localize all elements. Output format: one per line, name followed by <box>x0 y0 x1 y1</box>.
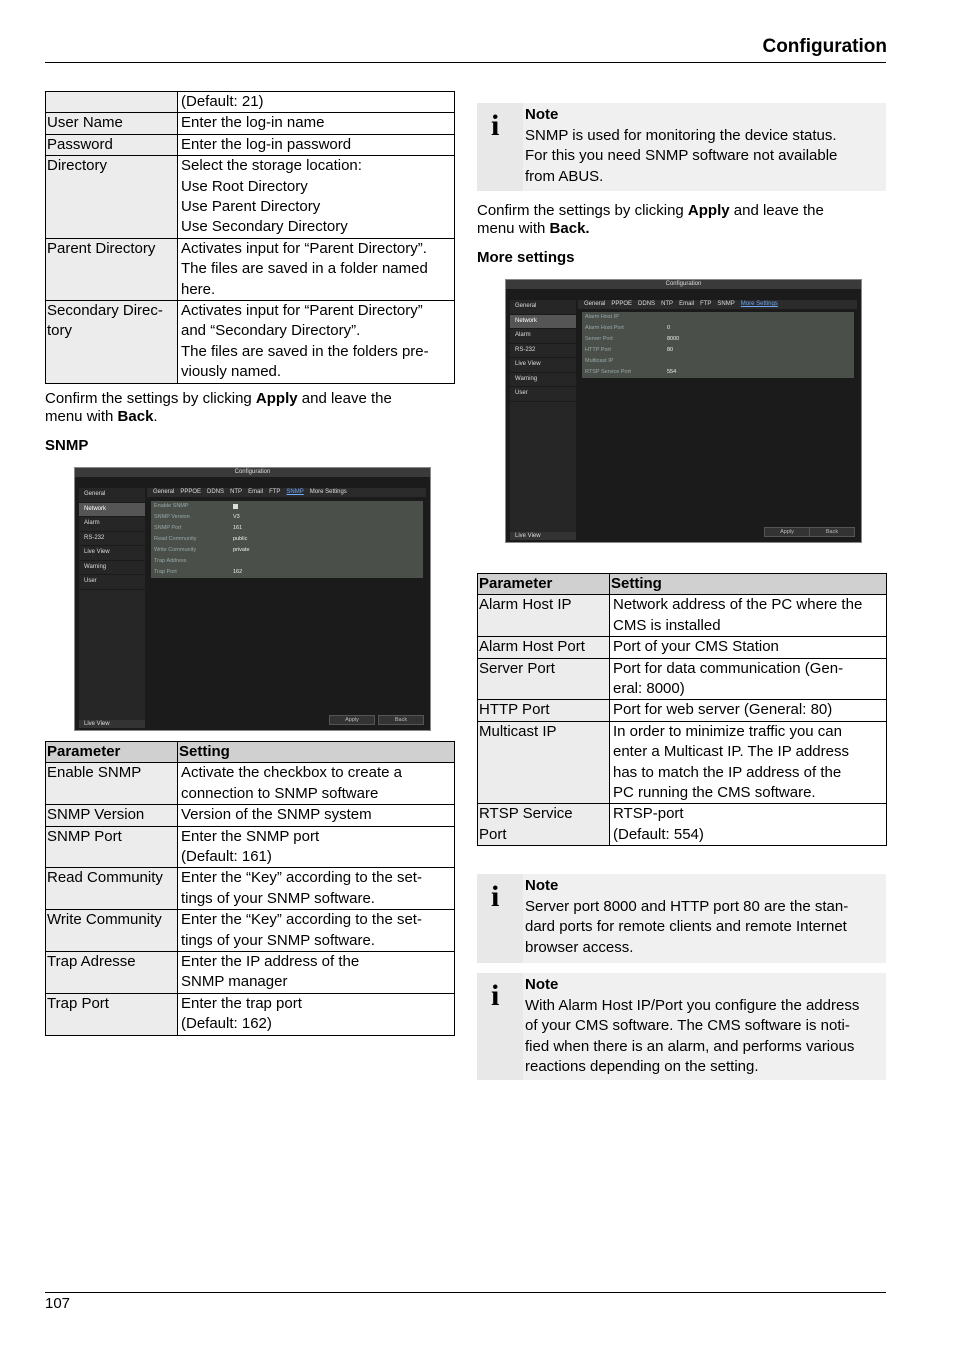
screen-row-label: Enable SNMP <box>154 503 189 509</box>
column-header: Setting <box>610 574 887 595</box>
setting-cell <box>178 993 455 1035</box>
page-header-title: Configuration <box>762 36 887 57</box>
cell-line: Write Community <box>47 911 162 929</box>
screen-row-value: 80 <box>667 347 674 353</box>
table-row <box>46 156 455 239</box>
parameter-cell <box>46 805 178 826</box>
table-row <box>46 952 455 994</box>
cell-line: Activate the checkbox to create a <box>181 764 402 782</box>
setting-cell <box>178 92 455 113</box>
cell-line: here. <box>181 280 216 298</box>
screen-menu-item: Warning <box>510 373 576 388</box>
screen-row-value: 162 <box>233 569 243 575</box>
note-line: browser access. <box>525 938 634 956</box>
cell-line: eral: 8000) <box>613 680 685 698</box>
screen-row <box>151 567 423 578</box>
snmp-heading: SNMP <box>45 437 89 454</box>
screen-row <box>582 323 854 334</box>
ftp-settings-table <box>45 91 455 384</box>
cell-line: and “Secondary Directory”. <box>181 322 361 340</box>
cell-line: Port <box>479 825 507 843</box>
screen-side-menu <box>79 488 145 722</box>
cell-line: (Default: 162) <box>181 1015 272 1033</box>
column-header: Setting <box>178 742 455 763</box>
screen-tab: General <box>584 301 606 307</box>
cell-line <box>47 92 177 112</box>
parameter-cell <box>46 113 178 134</box>
cell-line: Enter the trap port <box>181 994 302 1012</box>
cell-line: has to match the IP address of the <box>613 763 842 781</box>
note-box-alarm-host <box>477 973 886 1080</box>
setting-cell <box>178 763 455 805</box>
cell-line: SNMP manager <box>181 973 288 991</box>
table-row <box>478 721 887 804</box>
cell-line: Use Root Directory <box>181 177 308 195</box>
screen-row-value: V3 <box>233 514 240 520</box>
screen-row <box>151 512 423 523</box>
table-row <box>46 826 455 868</box>
note-lines <box>525 897 884 959</box>
cell-line: Enter the log-in name <box>181 114 325 132</box>
cell-line: Use Parent Directory <box>181 198 321 216</box>
info-icon: i <box>491 979 500 1012</box>
screen-tab: Email <box>679 301 695 307</box>
cell-line: Enter the SNMP port <box>181 827 320 845</box>
screen-row-label: Trap Port <box>154 569 177 575</box>
table-row <box>46 92 455 113</box>
screen-row-value: 8000 <box>667 336 680 342</box>
screen-rows <box>582 312 854 378</box>
screen-tab: NTP <box>230 489 243 495</box>
cell-line: Alarm Host Port <box>479 638 585 656</box>
screen-rows <box>151 501 423 578</box>
parameter-cell <box>46 134 178 155</box>
screen-menu-item: General <box>79 488 145 503</box>
parameter-cell <box>46 910 178 952</box>
screen-tab: SNMP <box>717 301 735 307</box>
cell-line: Enter the IP address of the <box>181 953 360 971</box>
table-row <box>478 658 887 700</box>
screen-row <box>582 345 854 356</box>
screen-tab: PPPOE <box>611 301 633 307</box>
cell-line: Enter the “Key” according to the set- <box>181 911 422 929</box>
screen-title: Configuration <box>506 280 861 289</box>
apply-keyword: Apply <box>687 202 730 219</box>
note-title: Note <box>525 877 559 894</box>
screen-menu-item: Warning <box>79 561 145 576</box>
setting-cell <box>610 721 887 804</box>
screen-menu-item: User <box>510 387 576 402</box>
note-line: from ABUS. <box>525 167 604 185</box>
parameter-cell <box>478 658 610 700</box>
setting-cell <box>178 952 455 994</box>
cell-line: PC running the CMS software. <box>613 784 816 802</box>
screen-side-menu <box>510 300 576 534</box>
screen-row-label: Read Community <box>154 536 197 542</box>
cell-line: Password <box>47 135 113 153</box>
screen-row <box>582 367 854 378</box>
cell-line: Port of your CMS Station <box>613 638 779 656</box>
cell-line: Network address of the PC where the <box>613 596 863 614</box>
screen-row-label: Alarm Host IP <box>585 314 619 320</box>
column-header: Parameter <box>478 574 610 595</box>
cell-line: In order to minimize traffic you can <box>613 722 842 740</box>
screen-menu-item: Network <box>79 503 145 518</box>
screen-apply-button: Apply <box>764 527 810 537</box>
screen-row <box>151 501 423 512</box>
screen-tab: SNMP <box>286 489 304 495</box>
screen-tabs <box>578 300 857 309</box>
screen-tab: FTP <box>269 489 281 495</box>
cell-line: Parent Directory <box>47 239 156 257</box>
note-lines <box>525 126 884 188</box>
setting-cell <box>610 700 887 721</box>
cell-line: Directory <box>47 157 108 175</box>
cell-line: Trap Port <box>47 994 109 1012</box>
screen-row-value: 554 <box>667 369 677 375</box>
parameter-cell <box>46 868 178 910</box>
setting-cell <box>178 868 455 910</box>
confirm-text: and leave the <box>729 202 824 219</box>
confirm-text: and leave the <box>297 390 392 407</box>
screen-menu-item: RS-232 <box>79 532 145 547</box>
note-line: dard ports for remote clients and remote Internet <box>525 918 847 935</box>
cell-line: User Name <box>47 114 123 132</box>
cell-line: (Default: 161) <box>181 848 272 866</box>
cell-line: The files are saved in the folders pre- <box>181 342 429 360</box>
note-line: For this you need SNMP software not available <box>525 147 838 164</box>
screen-row <box>151 556 423 567</box>
cell-line: Read Community <box>47 869 163 887</box>
screen-row-label: Trap Address <box>154 558 187 564</box>
back-keyword: Back. <box>549 220 590 237</box>
screen-row-label: Multicast IP <box>585 358 614 364</box>
table-row <box>478 637 887 658</box>
cell-line: tings of your SNMP software. <box>181 931 375 949</box>
note-lines <box>525 996 884 1078</box>
setting-cell <box>178 134 455 155</box>
cell-line: Secondary Direc- <box>47 302 163 320</box>
table-row <box>46 763 455 805</box>
apply-keyword: Apply <box>255 390 298 407</box>
table-header-row <box>478 574 887 595</box>
table-row <box>46 993 455 1035</box>
table-row <box>46 134 455 155</box>
screen-row <box>151 534 423 545</box>
parameter-cell <box>478 595 610 637</box>
screen-tab: General <box>153 489 175 495</box>
setting-cell <box>610 637 887 658</box>
confirm-text: menu with <box>477 220 550 237</box>
setting-cell <box>178 805 455 826</box>
table-row <box>46 910 455 952</box>
screen-tab: DDNS <box>638 301 656 307</box>
cell-line: RTSP Service <box>479 805 573 823</box>
cell-line: Enable SNMP <box>47 764 142 782</box>
screen-row <box>151 523 423 534</box>
screen-tabs <box>147 488 426 497</box>
parameter-cell <box>46 156 178 239</box>
screen-row <box>582 356 854 367</box>
screen-menu-item: RS-232 <box>510 344 576 359</box>
parameter-cell <box>478 700 610 721</box>
setting-cell <box>178 910 455 952</box>
info-icon: i <box>491 109 500 142</box>
cell-line: Use Secondary Directory <box>181 218 348 236</box>
cell-line: Enter the log-in password <box>181 135 352 153</box>
parameter-cell <box>478 804 610 846</box>
more-settings-heading: More settings <box>477 249 575 266</box>
note-line: fied when there is an alarm, and performs various <box>525 1037 855 1055</box>
cell-line: SNMP Port <box>47 827 122 845</box>
screen-menu-item: Live View <box>510 358 576 373</box>
note-line: With Alarm Host IP/Port you configure the address <box>525 996 860 1014</box>
screen-live-view: Live View <box>79 720 145 728</box>
note-line: of your CMS software. The CMS software is noti- <box>525 1017 850 1034</box>
setting-cell <box>610 595 887 637</box>
screen-tab: DDNS <box>207 489 225 495</box>
parameter-cell <box>46 826 178 868</box>
screen-row-value: public <box>233 536 248 542</box>
setting-cell <box>610 658 887 700</box>
cell-line: enter a Multicast IP. The IP address <box>613 743 849 761</box>
screen-row-label: RTSP Service Port <box>585 369 631 375</box>
table-row <box>478 595 887 637</box>
cell-line: Server Port <box>479 659 555 677</box>
table-row <box>46 113 455 134</box>
confirm-text: Confirm the settings by clicking <box>477 202 688 219</box>
parameter-cell <box>478 637 610 658</box>
screen-tab: FTP <box>700 301 712 307</box>
screen-row-label: HTTP Port <box>585 347 611 353</box>
screen-tab: PPPOE <box>180 489 202 495</box>
table-row <box>478 804 887 846</box>
cell-line: (Default: 554) <box>613 825 704 843</box>
cell-line: viously named. <box>181 363 282 381</box>
cell-line: tory <box>47 322 73 340</box>
note-title: Note <box>525 976 559 993</box>
setting-cell <box>610 804 887 846</box>
note-title: Note <box>525 106 559 123</box>
screen-tab: More Settings <box>309 489 347 495</box>
screen-row-label: Write Community <box>154 547 197 553</box>
table-row <box>46 805 455 826</box>
cell-line: SNMP Version <box>47 806 145 824</box>
header-rule <box>45 62 886 63</box>
screen-menu-item: Alarm <box>79 517 145 532</box>
screen-row <box>582 334 854 345</box>
more-settings-screenshot <box>505 279 862 543</box>
screen-tab: More Settings <box>740 301 778 307</box>
cell-line: Version of the SNMP system <box>181 806 372 824</box>
confirm-paragraph-left <box>45 390 454 426</box>
cell-line: connection to SNMP software <box>181 784 379 802</box>
parameter-cell <box>46 92 178 113</box>
cell-line: Activates input for “Parent Directory” <box>181 302 423 320</box>
setting-cell <box>178 826 455 868</box>
table-row <box>46 301 455 384</box>
snmp-parameter-table <box>45 741 455 1036</box>
confirm-text: . <box>153 408 158 425</box>
note-line: Server port 8000 and HTTP port 80 are the stan- <box>525 897 849 915</box>
cell-line: Trap Adresse <box>47 953 136 971</box>
column-header: Parameter <box>46 742 178 763</box>
parameter-cell <box>46 952 178 994</box>
setting-cell <box>178 301 455 384</box>
screen-tab: Email <box>248 489 264 495</box>
table-row <box>478 700 887 721</box>
parameter-cell <box>46 763 178 805</box>
cell-line: HTTP Port <box>479 701 550 719</box>
table-row <box>46 238 455 300</box>
cell-line: RTSP-port <box>613 805 684 823</box>
screen-tab: NTP <box>661 301 674 307</box>
setting-cell <box>178 156 455 239</box>
screen-row-label: SNMP Version <box>154 514 190 520</box>
note-line: SNMP is used for monitoring the device status. <box>525 126 837 144</box>
cell-line: tings of your SNMP software. <box>181 889 375 907</box>
cell-line: Multicast IP <box>479 722 557 740</box>
confirm-text: menu with <box>45 408 118 425</box>
screen-row-value: private <box>233 547 250 553</box>
cell-line: Alarm Host IP <box>479 596 572 614</box>
cell-line: Select the storage location: <box>181 157 362 175</box>
parameter-cell <box>46 238 178 300</box>
setting-cell <box>178 238 455 300</box>
screen-back-button: Back <box>378 715 424 725</box>
setting-cell <box>178 113 455 134</box>
screen-row-label: Alarm Host Port <box>585 325 624 331</box>
parameter-cell <box>46 301 178 384</box>
page-number: 107 <box>45 1295 71 1312</box>
cell-line: Port for web server (General: 80) <box>613 701 833 719</box>
screen-row-value: 0 <box>667 325 671 331</box>
screen-row <box>151 545 423 556</box>
cell-line: Port for data communication (Gen- <box>613 659 844 677</box>
screen-menu-item: User <box>79 575 145 590</box>
table-header-row <box>46 742 455 763</box>
note-box-ports <box>477 874 886 963</box>
more-settings-parameter-table <box>477 573 887 846</box>
cell-line: Enter the “Key” according to the set- <box>181 869 422 887</box>
parameter-cell <box>478 721 610 804</box>
back-keyword: Back <box>117 408 154 425</box>
footer-rule <box>45 1292 886 1293</box>
table-row <box>46 868 455 910</box>
note-box-snmp <box>477 103 886 191</box>
screen-row <box>582 312 854 323</box>
screen-back-button: Back <box>809 527 855 537</box>
cell-line: CMS is installed <box>613 616 721 634</box>
cell-line: (Default: 21) <box>181 93 264 110</box>
confirm-text: Confirm the settings by clicking <box>45 390 256 407</box>
screen-row-value: 161 <box>233 525 243 531</box>
screen-apply-button: Apply <box>329 715 375 725</box>
cell-line: Activates input for “Parent Directory”. <box>181 239 427 257</box>
screen-menu-item: Live View <box>79 546 145 561</box>
screen-menu-item: Alarm <box>510 329 576 344</box>
screen-row-label: SNMP Port <box>154 525 182 531</box>
checkbox-icon <box>233 504 238 509</box>
parameter-cell <box>46 993 178 1035</box>
screen-row-label: Server Port <box>585 336 613 342</box>
screen-title: Configuration <box>75 468 430 477</box>
screen-menu-item: Network <box>510 315 576 330</box>
cell-line: The files are saved in a folder named <box>181 260 428 278</box>
info-icon: i <box>491 880 500 913</box>
note-line: reactions depending on the setting. <box>525 1058 759 1075</box>
screen-live-view: Live View <box>510 532 576 540</box>
screen-menu-item: General <box>510 300 576 315</box>
confirm-paragraph-right <box>477 202 886 238</box>
snmp-config-screenshot <box>74 467 431 731</box>
